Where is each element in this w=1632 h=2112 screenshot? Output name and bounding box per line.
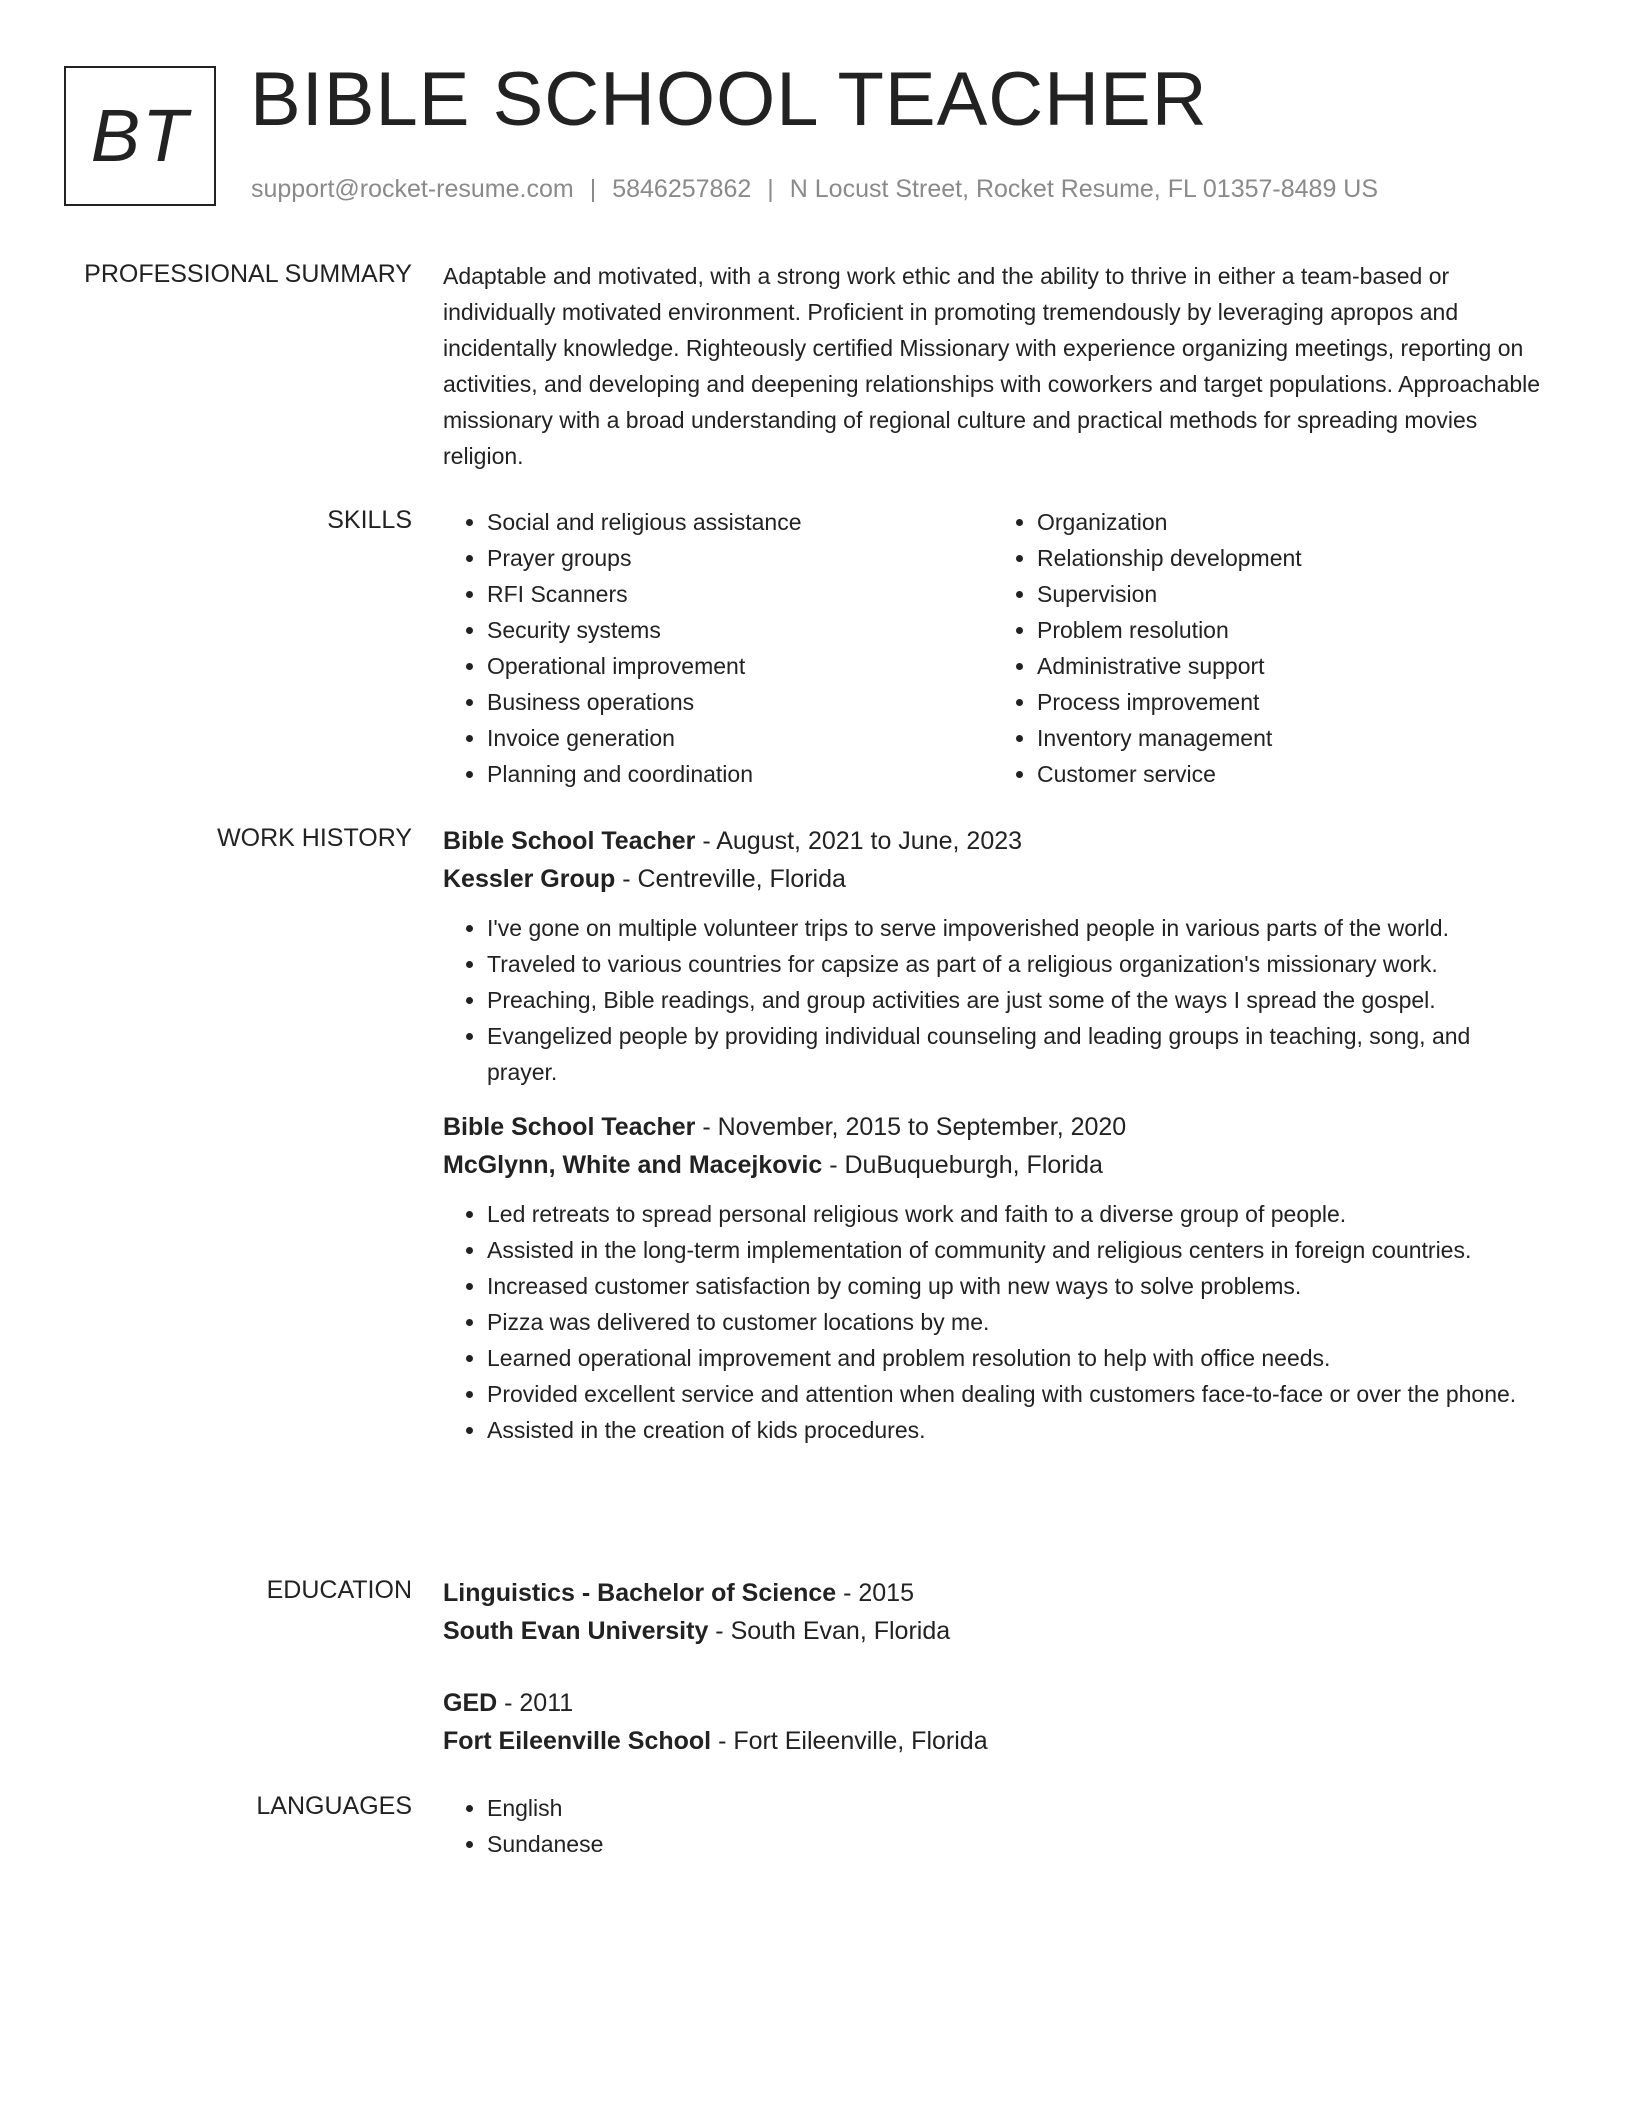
job-entry xyxy=(443,1108,1543,1448)
languages-list xyxy=(443,1790,1543,1862)
language-item: • Sundanese xyxy=(487,1826,1543,1862)
skill-item: • Process improvement xyxy=(1037,684,1543,720)
contact-separator: | xyxy=(589,175,597,203)
education-school-line xyxy=(443,1612,1543,1650)
skill-item: • Inventory management xyxy=(1037,720,1543,756)
job-company-line xyxy=(443,1146,1543,1184)
summary-body xyxy=(443,258,1543,474)
education-location: - South Evan, Florida xyxy=(708,1617,951,1645)
language-item: • English xyxy=(487,1790,1543,1826)
job-entry xyxy=(443,822,1543,1090)
job-bullet: • Assisted in the long-term implementation of community and religious centers in foreign countries. xyxy=(487,1232,1543,1268)
job-dates: - August, 2021 to June, 2023 xyxy=(695,827,1023,855)
job-company: Kessler Group xyxy=(443,865,616,893)
skill-item: • Security systems xyxy=(487,612,993,648)
job-title-line xyxy=(443,1108,1543,1146)
education-school-line xyxy=(443,1722,1543,1760)
education-body xyxy=(443,1574,1543,1794)
education-degree-line xyxy=(443,1684,1543,1722)
section-heading-skills: SKILLS xyxy=(327,506,412,534)
education-location: - Fort Eileenville, Florida xyxy=(711,1727,988,1755)
languages-body xyxy=(443,1790,1543,1862)
education-school: Fort Eileenville School xyxy=(443,1727,712,1755)
skill-item: • Problem resolution xyxy=(1037,612,1543,648)
section-heading-summary: PROFESSIONAL SUMMARY xyxy=(84,260,412,288)
monogram-badge xyxy=(64,66,216,206)
skill-item: • Prayer groups xyxy=(487,540,993,576)
skill-item: • Supervision xyxy=(1037,576,1543,612)
job-bullet: • Evangelized people by providing individual counseling and leading groups in teaching, song, and prayer. xyxy=(487,1018,1543,1090)
skill-item: • Relationship development xyxy=(1037,540,1543,576)
job-company-line xyxy=(443,860,1543,898)
skill-item: • RFI Scanners xyxy=(487,576,993,612)
skill-item: • Social and religious assistance xyxy=(487,504,993,540)
skills-list-right xyxy=(993,504,1543,792)
job-location: - Centreville, Florida xyxy=(615,865,846,893)
work-history-body xyxy=(443,822,1543,1466)
education-school: South Evan University xyxy=(443,1617,709,1645)
summary-text: Adaptable and motivated, with a strong work ethic and the ability to thrive in either a team-based or individually motivated environment. Proficient in promoting tremendously by leveraging apropos and incidentally knowledge. Righteously certified Missionary with experience organizing meetings, reporting on activities, and developing and deepening relationships with coworkers and target populations. Approachable missionary with a broad understanding of regional culture and practical methods for spreading movies religion. xyxy=(443,263,1541,469)
job-bullet: • Led retreats to spread personal religious work and faith to a diverse group of people. xyxy=(487,1196,1543,1232)
job-bullet: • Preaching, Bible readings, and group activities are just some of the ways I spread the gospel. xyxy=(487,982,1543,1018)
education-entry xyxy=(443,1684,1543,1760)
skill-item: • Operational improvement xyxy=(487,648,993,684)
skill-item: • Organization xyxy=(1037,504,1543,540)
skill-item: • Business operations xyxy=(487,684,993,720)
contact-line xyxy=(251,174,1378,204)
contact-email: support@rocket-resume.com xyxy=(251,175,574,203)
job-bullet: • Pizza was delivered to customer locations by me. xyxy=(487,1304,1543,1340)
education-degree-line xyxy=(443,1574,1543,1612)
skills-body xyxy=(443,504,1543,792)
job-bullets xyxy=(443,910,1543,1090)
job-bullet: • Assisted in the creation of kids procedures. xyxy=(487,1412,1543,1448)
education-year: - 2011 xyxy=(497,1689,574,1717)
job-location: - DuBuqueburgh, Florida xyxy=(822,1151,1103,1179)
job-bullet: • I've gone on multiple volunteer trips to serve impoverished people in various parts of the world. xyxy=(487,910,1543,946)
education-degree: GED xyxy=(443,1689,498,1717)
monogram-initials: BT xyxy=(90,94,190,177)
job-title: Bible School Teacher xyxy=(443,1113,696,1141)
section-heading-education: EDUCATION xyxy=(266,1576,412,1604)
page-title: BIBLE SCHOOL TEACHER xyxy=(250,57,1208,142)
job-company: McGlynn, White and Macejkovic xyxy=(443,1151,823,1179)
contact-address: N Locust Street, Rocket Resume, FL 01357-8489 US xyxy=(789,175,1379,203)
section-heading-work-history: WORK HISTORY xyxy=(217,824,412,852)
job-bullet: • Learned operational improvement and problem resolution to help with office needs. xyxy=(487,1340,1543,1376)
skill-item: • Invoice generation xyxy=(487,720,993,756)
contact-phone: 5846257862 xyxy=(612,175,752,203)
education-degree: Linguistics - Bachelor of Science xyxy=(443,1579,837,1607)
skill-item: • Planning and coordination xyxy=(487,756,993,792)
job-title: Bible School Teacher xyxy=(443,827,696,855)
skills-columns xyxy=(443,504,1543,792)
job-bullet: • Increased customer satisfaction by coming up with new ways to solve problems. xyxy=(487,1268,1543,1304)
education-year: - 2015 xyxy=(836,1579,914,1607)
contact-separator: | xyxy=(767,175,774,203)
job-title-line xyxy=(443,822,1543,860)
job-dates: - November, 2015 to September, 2020 xyxy=(695,1113,1127,1141)
job-bullet: • Provided excellent service and attention when dealing with customers face-to-face or over the phone. xyxy=(487,1376,1543,1412)
skills-list-left xyxy=(443,504,993,792)
education-entry xyxy=(443,1574,1543,1650)
job-bullet: • Traveled to various countries for capsize as part of a religious organization's missionary work. xyxy=(487,946,1543,982)
skill-item: • Administrative support xyxy=(1037,648,1543,684)
section-heading-languages: LANGUAGES xyxy=(256,1792,412,1820)
job-bullets xyxy=(443,1196,1543,1448)
skill-item: • Customer service xyxy=(1037,756,1543,792)
